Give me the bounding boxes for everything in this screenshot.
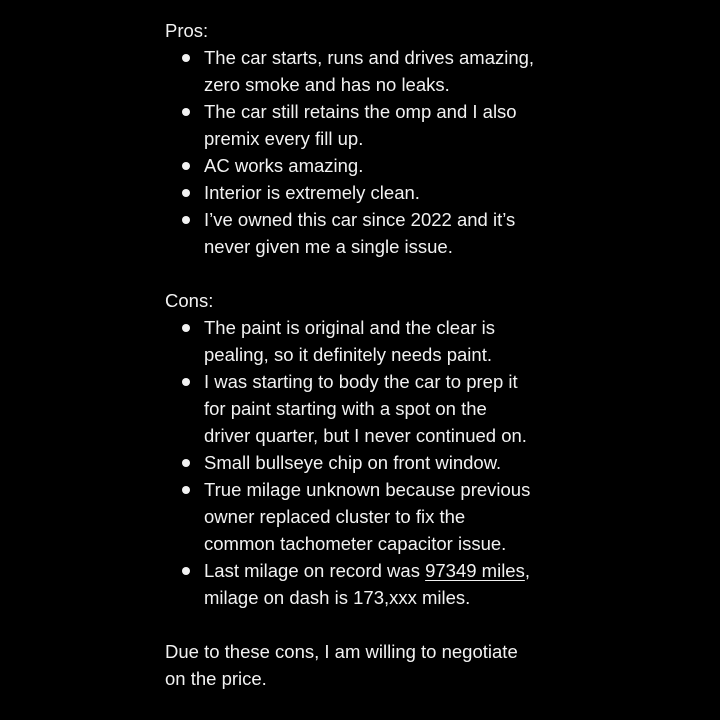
bullet-icon [182,567,190,575]
pros-list [165,44,565,260]
list-item: The paint is original and the clear is pealing, so it definitely needs paint. [165,314,565,368]
bullet-icon [182,162,190,170]
bullet-icon [182,459,190,467]
bullet-icon [182,216,190,224]
list-item: True milage unknown because previous owner replaced cluster to fix the common tachometer capacitor issue. [165,476,565,557]
closing-paragraph: Due to these cons, I am willing to negotiate on the price. [165,641,518,689]
cons-list [165,314,565,611]
list-item: Interior is extremely clean. [165,179,565,206]
list-item: Last milage on record was 97349 miles, milage on dash is 173,xxx miles. [165,557,565,611]
paragraph-gap [165,260,565,287]
bullet-icon [182,54,190,62]
cons-section [165,287,565,611]
miles-link[interactable]: 97349 miles [425,560,525,581]
note-body [165,17,565,692]
bullet-icon [182,324,190,332]
pros-section [165,17,565,260]
list-item: AC works amazing. [165,152,565,179]
list-item: I was starting to body the car to prep it for paint starting with a spot on the driver quarter, but I never continued on. [165,368,565,449]
list-item: The car still retains the omp and I also premix every fill up. [165,98,565,152]
paragraph-gap [165,611,565,638]
list-item: I’ve owned this car since 2022 and it’s never given me a single issue. [165,206,565,260]
bullet-icon [182,378,190,386]
bullet-icon [182,486,190,494]
list-item: The car starts, runs and drives amazing, zero smoke and has no leaks. [165,44,565,98]
bullet-icon [182,189,190,197]
pros-heading: Pros: [165,20,209,41]
list-item: Small bullseye chip on front window. [165,449,565,476]
bullet-icon [182,108,190,116]
cons-heading: Cons: [165,290,214,311]
